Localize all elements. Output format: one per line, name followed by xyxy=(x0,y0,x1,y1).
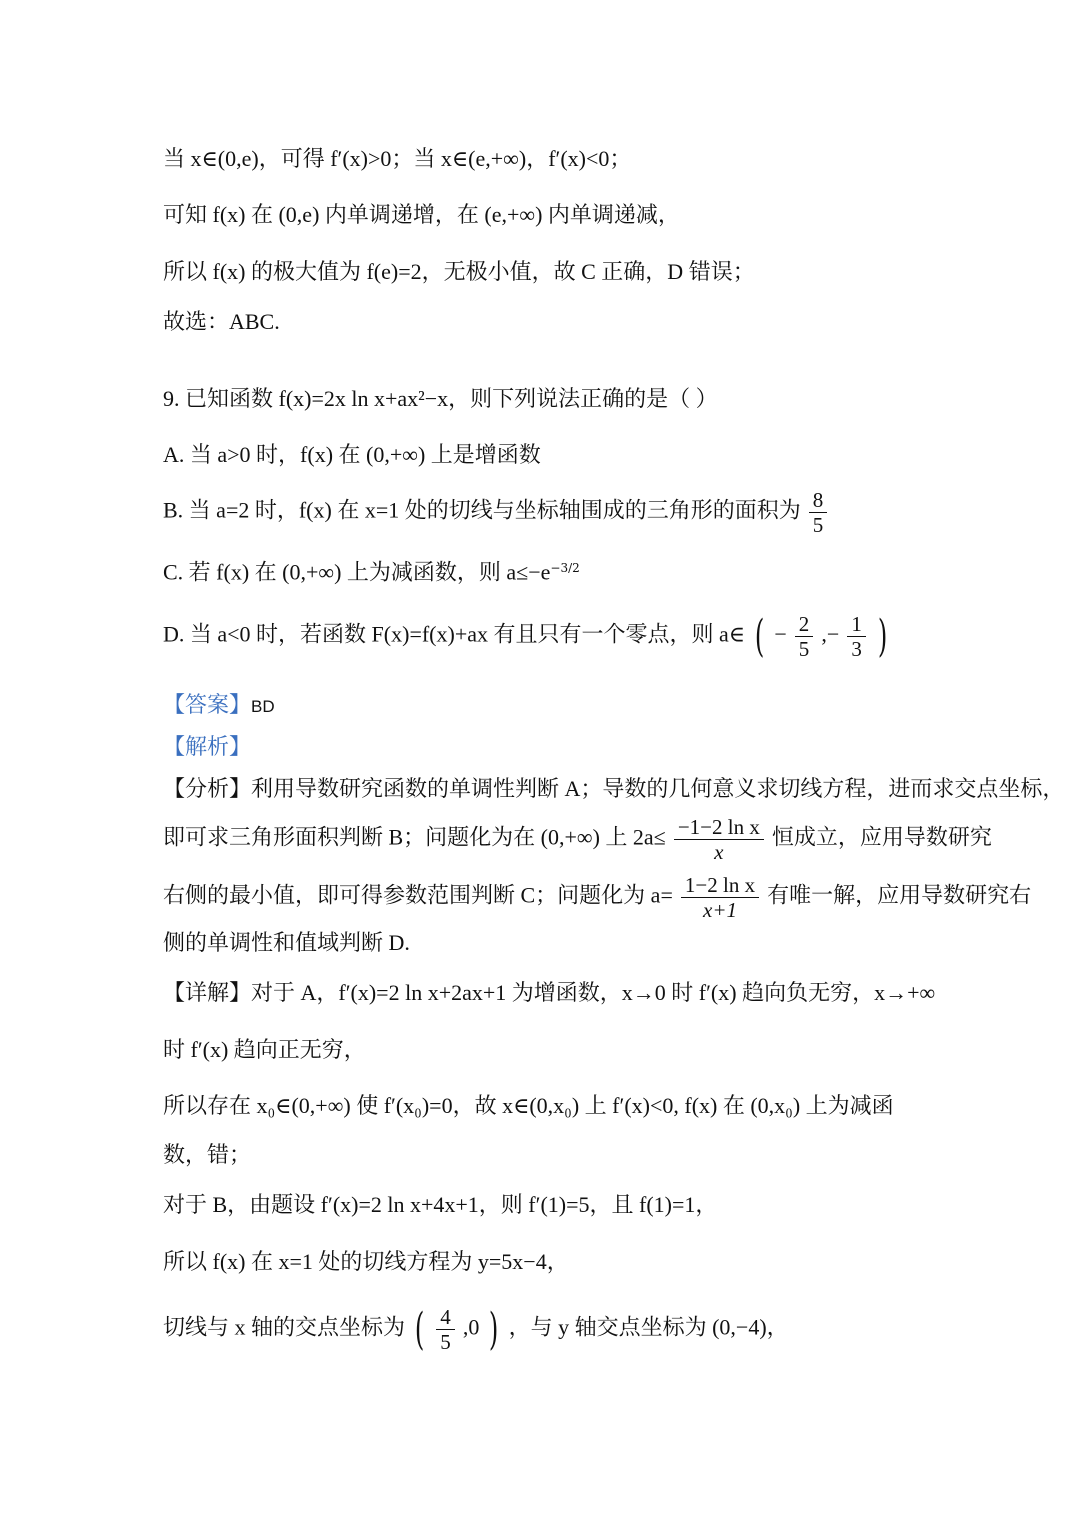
left-paren: ( xyxy=(754,610,765,662)
option-c-exponent: −3/2 xyxy=(550,561,580,575)
question-9-text: 9. 已知函数 f(x)=2x ln x+ax²−x，则下列说法正确的是（ ） xyxy=(163,386,718,411)
xiangjie-line-7-pre: 切线与 x 轴的交点坐标为 xyxy=(163,1314,406,1340)
option-d-num-2: 1 xyxy=(847,612,866,637)
option-c-text: C. 若 f(x) 在 (0,+∞) 上为减函数，则 a≤−e xyxy=(163,559,551,585)
fenxi-line-1 xyxy=(163,774,1065,805)
option-d-den-1: 5 xyxy=(798,637,810,661)
left-paren-xj7: ( xyxy=(414,1303,425,1355)
option-c xyxy=(163,553,923,588)
fenxi-line-2-post: 恒成立，应用导数研究 xyxy=(771,824,992,850)
option-a-text: A. 当 a>0 时，f(x) 在 (0,+∞) 上是增函数 xyxy=(163,442,541,467)
option-b-numerator: 8 xyxy=(809,488,828,513)
fenxi-line-4 xyxy=(163,928,923,959)
fenxi-line-3-den: x+1 xyxy=(703,898,737,922)
option-b-text: B. 当 a=2 时，f(x) 在 x=1 处的切线与坐标轴围成的三角形的面积为 xyxy=(163,497,801,523)
line-1-text: 当 x∈(0,e)，可得 f′(x)>0；当 x∈(e,+∞)，f′(x)<0； xyxy=(163,146,632,171)
fenxi-line-3-num: 1−2 ln x xyxy=(681,873,759,898)
xiangjie-line-4-text: 数，错； xyxy=(163,1142,252,1167)
right-paren: ) xyxy=(877,610,888,662)
xiangjie-line-7-den: 5 xyxy=(440,1330,451,1354)
text-line-1 xyxy=(163,144,923,175)
option-a xyxy=(163,440,923,471)
option-d-fraction-2 xyxy=(847,612,866,661)
text-line-4 xyxy=(163,307,923,338)
option-b-fraction xyxy=(809,488,828,537)
xiangjie-line-7-post: ，与 y 轴交点坐标为 (0,−4)， xyxy=(508,1314,789,1340)
text-line-3 xyxy=(163,257,923,288)
fenxi-line-2-den: x xyxy=(714,840,724,864)
option-d-fraction-1 xyxy=(795,612,814,661)
xiangjie-line-7-mid: ,0 xyxy=(462,1314,480,1340)
answer-line xyxy=(163,690,923,722)
fenxi-line-2-pre: 即可求三角形面积判断 B；问题化为在 (0,+∞) 上 2a≤ xyxy=(163,824,666,850)
option-b xyxy=(163,488,923,537)
xiangjie-line-5-text: 对于 B，由题设 f′(x)=2 ln x+4x+1，则 f′(1)=5，且 f(1)=1， xyxy=(163,1192,718,1217)
xiangjie-line-1 xyxy=(163,978,936,1009)
xiangjie-line-3-text: 所以存在 x₀∈(0,+∞) 使 f′(x₀)=0，故 x∈(0,x₀) 上 f′(x)<0, f(x) 在 (0,x₀) 上为减函 xyxy=(163,1093,894,1118)
analysis-header xyxy=(163,732,923,763)
line-2-text: 可知 f(x) 在 (0,e) 内单调递增，在 (e,+∞) 内单调递减， xyxy=(163,202,680,227)
fenxi-line-2-fraction xyxy=(674,815,764,864)
option-d-num-1: 2 xyxy=(795,612,814,637)
xiangjie-line-7-num: 4 xyxy=(436,1305,455,1330)
fenxi-line-4-text: 侧的单调性和值域判断 D. xyxy=(163,930,410,955)
xiangjie-line-6-text: 所以 f(x) 在 x=1 处的切线方程为 y=5x−4， xyxy=(163,1249,569,1274)
fenxi-line-2 xyxy=(163,815,992,864)
fenxi-line-1-text: 【分析】利用导数研究函数的单调性判断 A；导数的几何意义求切线方程，进而求交点坐标， xyxy=(163,776,1065,801)
option-d-text: D. 当 a<0 时，若函数 F(x)=f(x)+ax 有且只有一个零点，则 a∈ xyxy=(163,621,746,647)
right-paren-xj7: ) xyxy=(489,1303,499,1355)
xiangjie-line-7 xyxy=(163,1305,923,1354)
xiangjie-line-4 xyxy=(163,1140,923,1171)
xiangjie-line-6 xyxy=(163,1247,923,1278)
text-line-2 xyxy=(163,200,923,231)
xiangjie-line-1-text: 【详解】对于 A，f′(x)=2 ln x+2ax+1 为增函数，x→0 时 f′(x) 趋向负无穷，x→+∞ xyxy=(163,980,936,1005)
fenxi-line-3-pre: 右侧的最小值，即可得参数范围判断 C；问题化为 a= xyxy=(163,882,673,908)
question-9-stem xyxy=(163,384,923,415)
fenxi-line-3 xyxy=(163,873,1032,922)
option-d: D. 当 a<0 时，若函数 F(x)=f(x)+ax 有且只有一个零点，则 a∈ ( − $\frac{2}{5}$ ,− $\frac{1}{3}$ ) xyxy=(163,610,888,662)
fenxi-line-3-post: 有唯一解，应用导数研究右 xyxy=(767,882,1032,908)
option-d-den-2: 3 xyxy=(851,637,862,661)
fenxi-line-3-fraction xyxy=(681,873,759,922)
line-3-text: 所以 f(x) 的极大值为 f(e)=2，无极小值，故 C 正确，D 错误； xyxy=(163,259,755,284)
analysis-tag: 【解析】 xyxy=(163,734,252,759)
xiangjie-line-3 xyxy=(163,1091,923,1122)
xiangjie-line-5 xyxy=(163,1190,923,1221)
answer-tag: 【答案】 xyxy=(163,692,252,717)
line-4-text: 故选：ABC. xyxy=(163,309,280,334)
xiangjie-line-2 xyxy=(163,1035,923,1066)
answer-value: BD xyxy=(251,697,275,716)
option-b-denominator: 5 xyxy=(812,513,824,537)
xiangjie-line-7-fraction xyxy=(436,1305,455,1354)
xiangjie-line-2-text: 时 f′(x) 趋向正无穷， xyxy=(163,1037,366,1062)
fenxi-line-2-num: −1−2 ln x xyxy=(674,815,764,840)
